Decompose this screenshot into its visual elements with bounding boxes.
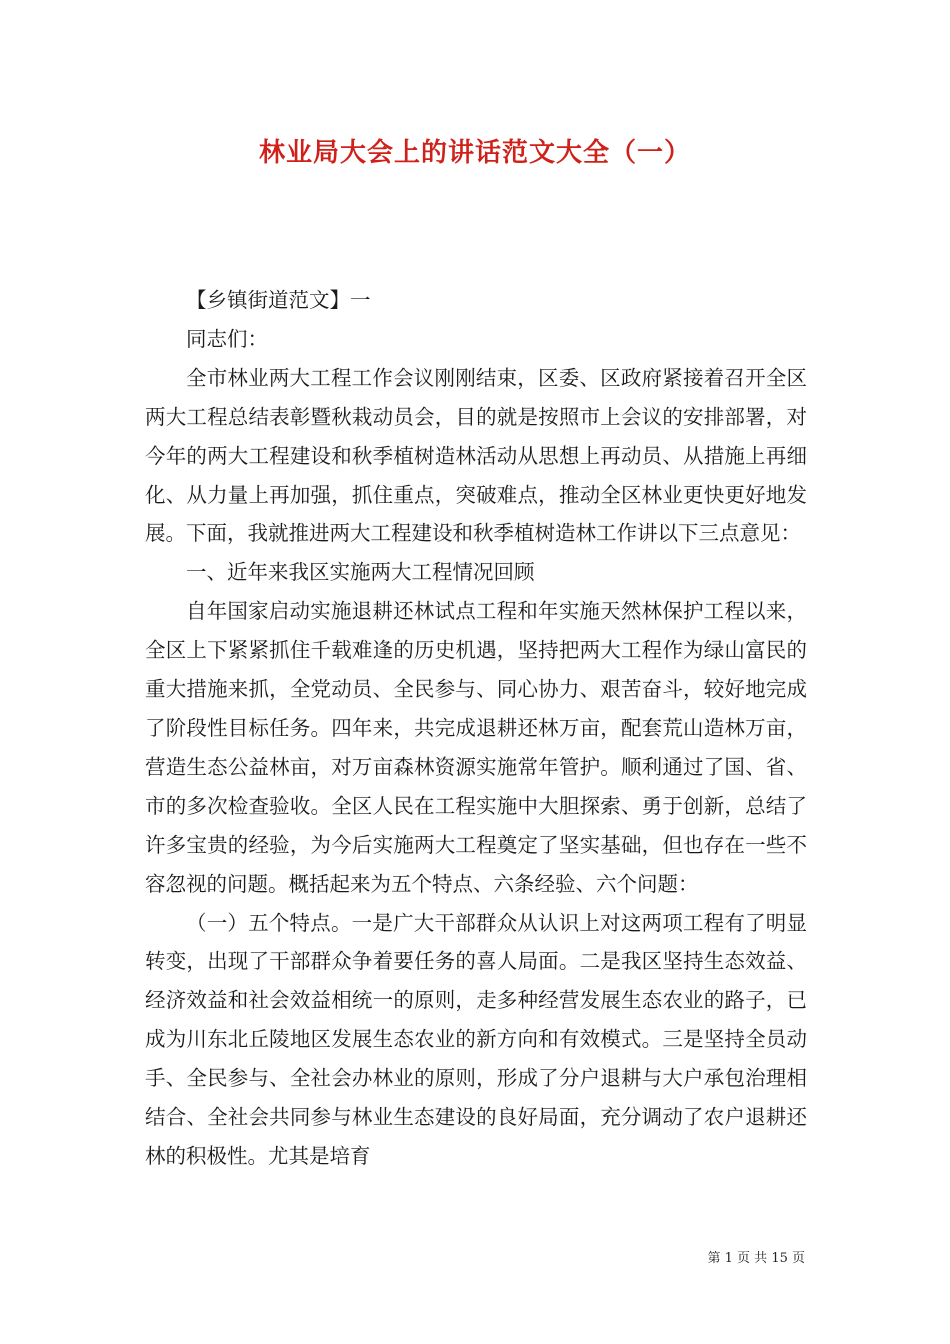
paragraph: （一）五个特点。一是广大干部群众从认识上对这两项工程有了明显转变，出现了干部群众争着要任务的喜人局面。二是我区坚持生态效益、经济效益和社会效益相统一的原则，走多种经营发展生态农业的路子，已成为川东北丘陵地区发展生态农业的新方向和有效模式。三是坚持全员动手、全民参与、全社会办林业的原则，形成了分户退耕与大户承包治理相结合、全社会共同参与林业生态建设的良好局面，充分调动了农户退耕还林的积极性。尤其是培育 xyxy=(145,910,807,1168)
page-number: 第 1 页 共 15 页 xyxy=(707,1251,805,1266)
paragraph: 同志们： xyxy=(186,326,268,351)
paragraph: 【乡镇街道范文】一 xyxy=(186,288,371,312)
paragraph: 全市林业两大工程工作会议刚刚结束，区委、区政府紧接着召开全区两大工程总结表彰暨秋栽动员会，目的就是按照市上会议的安排部署，对今年的两大工程建设和秋季植树造林活动从思想上再动员、从措施上再细化、从力量上再加强，抓住重点，突破难点，推动全区林业更快更好地发展。下面，我就推进两大工程建设和秋季植树造林工作讲以下三点意见： xyxy=(145,365,807,546)
document-body xyxy=(145,281,807,1176)
paragraph: 自年国家启动实施退耕还林试点工程和年实施天然林保护工程以来，全区上下紧紧抓住千载难逢的历史机遇，坚持把两大工程作为绿山富民的重大措施来抓，全党动员、全民参与、同心协力、艰苦奋斗，较好地完成了阶段性目标任务。四年来，共完成退耕还林万亩，配套荒山造林万亩，营造生态公益林亩，对万亩森林资源实施常年管护。顺利通过了国、省、市的多次检查验收。全区人民在工程实施中大胆探索、勇于创新，总结了许多宝贵的经验，为今后实施两大工程奠定了坚实基础，但也存在一些不容忽视的问题。概括起来为五个特点、六条经验、六个问题： xyxy=(145,599,807,896)
document-title: 林业局大会上的讲话范文大全（一） xyxy=(258,138,691,168)
paragraph: 一、近年来我区实施两大工程情况回顾 xyxy=(186,560,535,585)
